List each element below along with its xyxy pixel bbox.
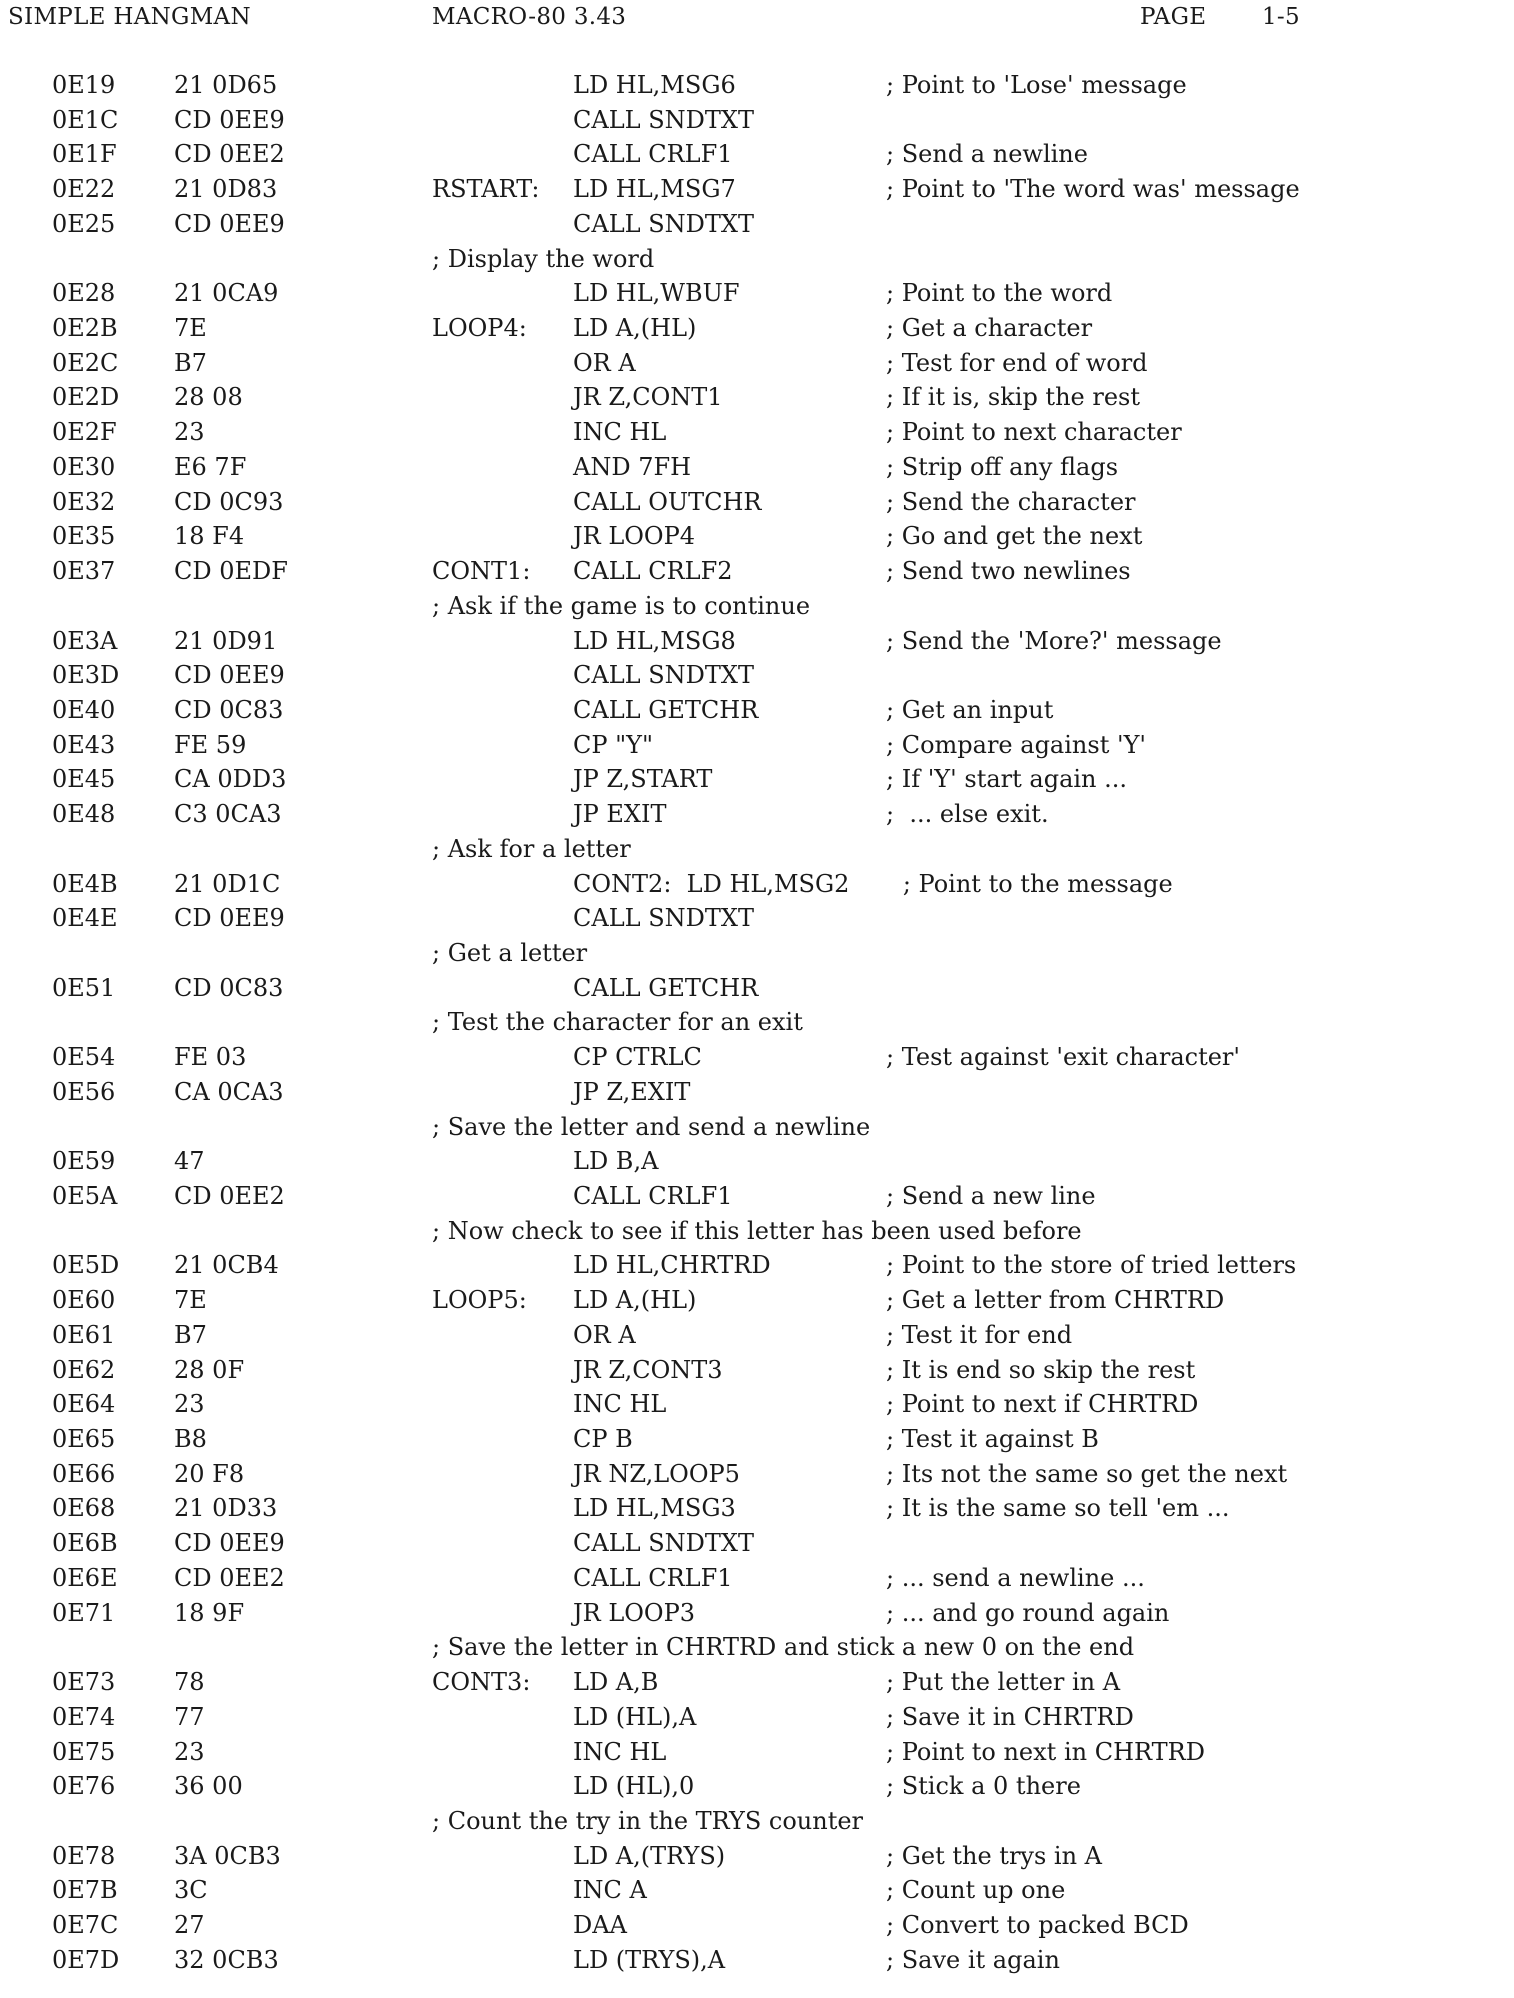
- code-line: [0, 1561, 1514, 1596]
- comment: ; Send a newline: [886, 140, 1088, 169]
- instruction: CALL SNDTXT: [573, 105, 754, 134]
- code-line: [0, 1908, 1514, 1943]
- object-code: 21 0CA9: [174, 279, 279, 308]
- code-line: [0, 762, 1514, 797]
- code-line: [0, 1596, 1514, 1631]
- address: 0E1F: [52, 140, 117, 169]
- object-code: 28 08: [174, 383, 243, 412]
- comment: ; Get an input: [886, 695, 1054, 724]
- object-code: CD 0EDF: [174, 557, 288, 586]
- label: CONT1:: [432, 557, 531, 586]
- page-label: PAGE: [1140, 4, 1207, 30]
- object-code: CD 0EE2: [174, 140, 285, 169]
- object-code: 21 0CB4: [174, 1251, 279, 1280]
- object-code: 78: [174, 1668, 205, 1697]
- code-line: [0, 1422, 1514, 1457]
- address: 0E51: [52, 973, 116, 1002]
- instruction: CP CTRLC: [573, 1043, 702, 1072]
- instruction: CALL SNDTXT: [573, 661, 754, 690]
- instruction: CALL GETCHR: [573, 973, 759, 1002]
- instruction: CALL GETCHR: [573, 695, 759, 724]
- address: 0E56: [52, 1077, 116, 1106]
- code-line: [0, 1457, 1514, 1492]
- address: 0E2C: [52, 348, 119, 377]
- comment: ; Test it against B: [886, 1425, 1099, 1454]
- instruction: LD HL,MSG6: [573, 71, 736, 99]
- label: LOOP4:: [432, 314, 527, 343]
- instruction: LD A,B: [573, 1668, 659, 1697]
- code-line: [0, 1769, 1514, 1804]
- comment: ; Save it again: [886, 1945, 1060, 1974]
- code-line: [0, 1179, 1514, 1214]
- code-line: [0, 137, 1514, 172]
- comment-line: [0, 1214, 1514, 1249]
- address: 0E19: [52, 71, 116, 99]
- code-line: [0, 1040, 1514, 1075]
- comment: ; Point to next character: [886, 418, 1182, 447]
- instruction: CALL SNDTXT: [573, 904, 754, 933]
- comment: ; Send the 'More?' message: [886, 626, 1222, 655]
- comment: ; Point to next in CHRTRD: [886, 1737, 1205, 1766]
- block-comment: ; Count the try in the TRYS counter: [432, 1806, 864, 1835]
- comment: ; It is the same so tell 'em ...: [886, 1494, 1230, 1523]
- comment: ; Point to 'The word was' message: [886, 175, 1300, 204]
- code-line: [0, 1700, 1514, 1735]
- object-code: 21 0D33: [174, 1494, 278, 1523]
- code-line: [0, 485, 1514, 520]
- code-line: [0, 380, 1514, 415]
- address: 0E1C: [52, 105, 119, 134]
- comment: ; Test for end of word: [886, 348, 1148, 377]
- address: 0E62: [52, 1355, 116, 1384]
- object-code: CD 0C83: [174, 973, 284, 1002]
- object-code: 21 0D83: [174, 175, 278, 204]
- comment: ; If it is, skip the rest: [886, 383, 1141, 412]
- instruction: LD B,A: [573, 1147, 659, 1176]
- object-code: 21 0D65: [174, 71, 278, 99]
- code-line: [0, 1943, 1514, 1978]
- code-line: [0, 1248, 1514, 1283]
- address: 0E74: [52, 1702, 116, 1731]
- comment: ; Strip off any flags: [886, 452, 1119, 481]
- code-line: [0, 1283, 1514, 1318]
- object-code: 7E: [174, 314, 207, 343]
- instruction: LD HL,MSG3: [573, 1494, 736, 1523]
- instruction: JR Z,CONT1: [573, 383, 723, 412]
- address: 0E65: [52, 1425, 116, 1454]
- comment: ; Go and get the next: [886, 522, 1143, 551]
- object-code: B7: [174, 348, 207, 377]
- instruction: LD HL,MSG7: [573, 175, 736, 204]
- instruction: JR LOOP3: [573, 1598, 696, 1627]
- object-code: CA 0DD3: [174, 765, 287, 794]
- object-code: CD 0EE9: [174, 1529, 285, 1558]
- block-comment: ; Ask if the game is to continue: [432, 591, 811, 620]
- instruction: CALL CRLF1: [573, 1563, 733, 1592]
- program-title: SIMPLE HANGMAN: [8, 4, 251, 30]
- object-code: 18 9F: [174, 1598, 245, 1627]
- instruction: AND 7FH: [573, 452, 692, 481]
- address: 0E3A: [52, 626, 118, 655]
- instruction: INC A: [573, 1876, 647, 1905]
- code-line: [0, 103, 1514, 138]
- block-comment: ; Ask for a letter: [432, 834, 631, 863]
- object-code: 23: [174, 1390, 205, 1419]
- address: 0E73: [52, 1668, 116, 1697]
- address: 0E2B: [52, 314, 118, 343]
- code-line: [0, 1353, 1514, 1388]
- instruction: INC HL: [573, 1390, 667, 1419]
- object-code: 21 0D91: [174, 626, 278, 655]
- address: 0E78: [52, 1841, 116, 1870]
- object-code: B7: [174, 1320, 207, 1349]
- comment-line: [0, 936, 1514, 971]
- object-code: 20 F8: [174, 1459, 245, 1488]
- address: 0E4E: [52, 904, 118, 933]
- code-line: [0, 1735, 1514, 1770]
- instruction: LD A,(HL): [573, 1286, 697, 1315]
- comment-line: [0, 832, 1514, 867]
- instruction: LD A,(TRYS): [573, 1841, 726, 1870]
- code-line: [0, 1144, 1514, 1179]
- object-code: 23: [174, 418, 205, 447]
- address: 0E35: [52, 522, 116, 551]
- address: 0E32: [52, 487, 116, 516]
- instruction: INC HL: [573, 418, 667, 447]
- object-code: 18 F4: [174, 522, 245, 551]
- object-code: CD 0EE9: [174, 209, 285, 238]
- address: 0E43: [52, 730, 116, 759]
- object-code: FE 03: [174, 1043, 247, 1072]
- code-line: [0, 415, 1514, 450]
- object-code: FE 59: [174, 730, 247, 759]
- instruction: OR A: [573, 1320, 636, 1349]
- code-line: [0, 346, 1514, 381]
- comment: ; It is end so skip the rest: [886, 1355, 1196, 1384]
- block-comment: ; Display the word: [432, 244, 655, 273]
- code-line: [0, 1318, 1514, 1353]
- comment: ; Send the character: [886, 487, 1136, 516]
- instruction: CALL SNDTXT: [573, 1529, 754, 1558]
- block-comment: ; Get a letter: [432, 938, 588, 967]
- address: 0E30: [52, 452, 116, 481]
- comment: ; Convert to packed BCD: [886, 1911, 1189, 1940]
- code-line: [0, 624, 1514, 659]
- object-code: 28 0F: [174, 1355, 245, 1384]
- address: 0E48: [52, 800, 116, 829]
- comment: ; Point to 'Lose' message: [886, 71, 1187, 99]
- address: 0E75: [52, 1737, 116, 1766]
- comment: ; Get a letter from CHRTRD: [886, 1286, 1225, 1315]
- code-line: [0, 68, 1514, 103]
- comment: ; ... else exit.: [886, 800, 1049, 829]
- instruction: JP Z,START: [573, 765, 713, 794]
- address: 0E71: [52, 1598, 116, 1627]
- address: 0E45: [52, 765, 116, 794]
- instruction: CALL CRLF1: [573, 1182, 733, 1210]
- code-line: [0, 554, 1514, 589]
- address: 0E2D: [52, 383, 120, 412]
- object-code: C3 0CA3: [174, 800, 282, 829]
- object-code: E6 7F: [174, 452, 247, 481]
- comment: ; Put the letter in A: [886, 1668, 1121, 1697]
- instruction: CALL OUTCHR: [573, 487, 762, 516]
- address: 0E59: [52, 1147, 116, 1176]
- object-code: 32 0CB3: [174, 1945, 279, 1974]
- address: 0E7C: [52, 1911, 119, 1940]
- comment: ; Point to the store of tried letters: [886, 1251, 1297, 1280]
- address: 0E37: [52, 557, 116, 586]
- label: RSTART:: [432, 175, 540, 204]
- object-code: CA 0CA3: [174, 1077, 284, 1106]
- instruction: JR NZ,LOOP5: [573, 1459, 740, 1488]
- comment: ; Compare against 'Y': [886, 730, 1147, 759]
- instruction: LD HL,WBUF: [573, 279, 740, 308]
- object-code: CD 0EE9: [174, 105, 285, 134]
- code-line: [0, 519, 1514, 554]
- instruction: INC HL: [573, 1737, 667, 1766]
- address: 0E68: [52, 1494, 116, 1523]
- comment: ; Send two newlines: [886, 557, 1131, 586]
- address: 0E25: [52, 209, 116, 238]
- object-code: 7E: [174, 1286, 207, 1315]
- comment-line: [0, 1630, 1514, 1665]
- address: 0E40: [52, 695, 116, 724]
- comment: ; Get the trys in A: [886, 1841, 1103, 1870]
- instruction: LD (TRYS),A: [573, 1945, 726, 1974]
- code-line: [0, 901, 1514, 936]
- object-code: B8: [174, 1425, 207, 1454]
- comment: ; Point to the word: [886, 279, 1113, 308]
- comment: ; If 'Y' start again ...: [886, 765, 1128, 794]
- code-line: [0, 172, 1514, 207]
- code-line: [0, 450, 1514, 485]
- object-code: CD 0C93: [174, 487, 284, 516]
- instruction: JR Z,CONT3: [573, 1355, 723, 1384]
- comment: ; Count up one: [886, 1876, 1066, 1905]
- page-number: 1-5: [1262, 4, 1300, 30]
- code-line: [0, 276, 1514, 311]
- address: 0E3D: [52, 661, 120, 690]
- label: CONT3:: [432, 1668, 531, 1697]
- block-comment: ; Save the letter and send a newline: [432, 1112, 871, 1141]
- instruction: LD (HL),A: [573, 1702, 697, 1731]
- instruction: CP B: [573, 1425, 633, 1454]
- instruction: LD HL,CHRTRD: [573, 1251, 771, 1280]
- object-code: 3A 0CB3: [174, 1841, 281, 1870]
- address: 0E4B: [52, 869, 118, 898]
- address: 0E2F: [52, 418, 117, 447]
- object-code: 21 0D1C: [174, 869, 281, 898]
- address: 0E7B: [52, 1876, 118, 1905]
- address: 0E28: [52, 279, 116, 308]
- code-line: [0, 207, 1514, 242]
- object-code: CD 0EE9: [174, 904, 285, 933]
- comment: ; Test it for end: [886, 1320, 1073, 1349]
- assembly-listing: [0, 68, 1514, 1978]
- object-code: CD 0EE9: [174, 661, 285, 690]
- object-code: CD 0EE2: [174, 1563, 285, 1592]
- code-line: [0, 658, 1514, 693]
- address: 0E54: [52, 1043, 116, 1072]
- comment: ; Test against 'exit character': [886, 1043, 1240, 1072]
- code-line: [0, 1665, 1514, 1700]
- object-code: 36 00: [174, 1772, 243, 1801]
- code-line: [0, 1387, 1514, 1422]
- code-line: [0, 867, 1514, 902]
- instruction: LD A,(HL): [573, 314, 697, 343]
- address: 0E7D: [52, 1945, 120, 1974]
- comment-line: [0, 589, 1514, 624]
- object-code: 23: [174, 1737, 205, 1766]
- address: 0E76: [52, 1772, 116, 1801]
- address: 0E5A: [52, 1182, 118, 1210]
- block-comment: ; Save the letter in CHRTRD and stick a new 0 on the end: [432, 1633, 1135, 1662]
- comment: ; Save it in CHRTRD: [886, 1702, 1134, 1731]
- instruction: CP "Y": [573, 730, 654, 759]
- code-line: [0, 971, 1514, 1006]
- instruction: CALL CRLF1: [573, 140, 733, 169]
- address: 0E60: [52, 1286, 116, 1315]
- assembler-version: MACRO-80 3.43: [432, 4, 627, 30]
- instruction: LD (HL),0: [573, 1772, 695, 1801]
- code-line: [0, 728, 1514, 763]
- address: 0E64: [52, 1390, 116, 1419]
- instruction: CONT2: LD HL,MSG2 ; Point to the message: [573, 869, 1173, 898]
- comment: ; ... send a newline ...: [886, 1563, 1145, 1592]
- instruction: JP Z,EXIT: [573, 1077, 691, 1106]
- code-line: [0, 1873, 1514, 1908]
- object-code: CD 0EE2: [174, 1182, 285, 1210]
- block-comment: ; Now check to see if this letter has been used before: [432, 1216, 1082, 1245]
- instruction: JR LOOP4: [573, 522, 696, 551]
- label: LOOP5:: [432, 1286, 527, 1315]
- object-code: 3C: [174, 1876, 208, 1905]
- comment: ; Stick a 0 there: [886, 1772, 1081, 1801]
- code-line: [0, 1491, 1514, 1526]
- code-line: [0, 693, 1514, 728]
- comment: ; Its not the same so get the next: [886, 1459, 1288, 1488]
- object-code: CD 0C83: [174, 695, 284, 724]
- code-line: [0, 1075, 1514, 1110]
- address: 0E6B: [52, 1529, 118, 1558]
- comment: ; Send a new line: [886, 1182, 1096, 1210]
- instruction: OR A: [573, 348, 636, 377]
- instruction: CALL CRLF2: [573, 557, 733, 586]
- instruction: LD HL,MSG8: [573, 626, 736, 655]
- object-code: 27: [174, 1911, 205, 1940]
- comment: ; Get a character: [886, 314, 1093, 343]
- comment-line: [0, 1110, 1514, 1145]
- comment: ; ... and go round again: [886, 1598, 1170, 1627]
- address: 0E61: [52, 1320, 116, 1349]
- address: 0E66: [52, 1459, 116, 1488]
- comment-line: [0, 1005, 1514, 1040]
- instruction: JP EXIT: [573, 800, 667, 829]
- address: 0E5D: [52, 1251, 120, 1280]
- object-code: 47: [174, 1147, 205, 1176]
- block-comment: ; Test the character for an exit: [432, 1008, 803, 1037]
- instruction: DAA: [573, 1911, 627, 1940]
- address: 0E22: [52, 175, 116, 204]
- comment-line: [0, 1804, 1514, 1839]
- comment-line: [0, 242, 1514, 277]
- comment: ; Point to next if CHRTRD: [886, 1390, 1199, 1419]
- code-line: [0, 797, 1514, 832]
- code-line: [0, 1526, 1514, 1561]
- code-line: [0, 311, 1514, 346]
- instruction: CALL SNDTXT: [573, 209, 754, 238]
- object-code: 77: [174, 1702, 205, 1731]
- code-line: [0, 1839, 1514, 1874]
- address: 0E6E: [52, 1563, 118, 1592]
